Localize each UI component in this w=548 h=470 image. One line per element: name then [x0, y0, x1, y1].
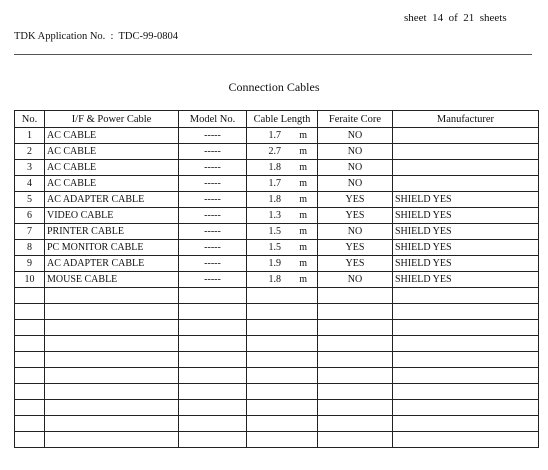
length-value: 1.7 [268, 178, 281, 189]
length-unit: m [299, 162, 307, 173]
cell-cable: PRINTER CABLE [45, 224, 179, 240]
empty-cell [179, 384, 247, 400]
table-row [15, 176, 539, 192]
cell-no: 5 [15, 192, 45, 208]
length-unit: m [299, 226, 307, 237]
cell-length [247, 240, 318, 256]
empty-cell [318, 384, 393, 400]
table-row [15, 208, 539, 224]
empty-cell [179, 400, 247, 416]
cell-no: 2 [15, 144, 45, 160]
empty-cell [179, 304, 247, 320]
length-unit: m [299, 274, 307, 285]
column-header-no: No. [15, 111, 45, 128]
cell-core: NO [318, 128, 393, 144]
application-number: TDK Application No. : TDC-99-0804 [14, 31, 179, 42]
cell-cable: AC CABLE [45, 176, 179, 192]
cell-manufacturer: SHIELD YES [393, 208, 539, 224]
table-row [15, 256, 539, 272]
empty-cell [45, 304, 179, 320]
empty-table-row [15, 352, 539, 368]
length-unit: m [299, 130, 307, 141]
cell-core: NO [318, 144, 393, 160]
column-header-model: Model No. [179, 111, 247, 128]
cell-no: 1 [15, 128, 45, 144]
cell-model: ----- [179, 208, 247, 224]
cell-length [247, 144, 318, 160]
table-row [15, 240, 539, 256]
length-value: 1.7 [268, 130, 281, 141]
empty-table-row [15, 320, 539, 336]
cell-manufacturer: SHIELD YES [393, 224, 539, 240]
table-row [15, 224, 539, 240]
empty-cell [15, 384, 45, 400]
empty-table-row [15, 400, 539, 416]
empty-cell [318, 416, 393, 432]
empty-cell [318, 352, 393, 368]
empty-cell [393, 368, 539, 384]
empty-table-row [15, 368, 539, 384]
empty-cell [45, 432, 179, 448]
cell-length [247, 176, 318, 192]
cell-cable: AC CABLE [45, 144, 179, 160]
length-value: 1.9 [268, 258, 281, 269]
empty-cell [393, 432, 539, 448]
length-value: 1.8 [268, 194, 281, 205]
cell-core: NO [318, 160, 393, 176]
cell-manufacturer: SHIELD YES [393, 272, 539, 288]
cell-no: 9 [15, 256, 45, 272]
cell-length [247, 128, 318, 144]
cell-model: ----- [179, 144, 247, 160]
empty-cell [179, 432, 247, 448]
empty-cell [247, 320, 318, 336]
empty-table-row [15, 288, 539, 304]
cell-cable: AC ADAPTER CABLE [45, 256, 179, 272]
cell-manufacturer [393, 160, 539, 176]
table-row [15, 272, 539, 288]
length-value: 1.5 [268, 226, 281, 237]
empty-cell [15, 432, 45, 448]
empty-cell [393, 304, 539, 320]
cell-length [247, 208, 318, 224]
empty-cell [45, 352, 179, 368]
column-header-core: Feraite Core [318, 111, 393, 128]
empty-cell [45, 336, 179, 352]
empty-cell [179, 416, 247, 432]
empty-cell [179, 352, 247, 368]
length-unit: m [299, 178, 307, 189]
empty-cell [393, 416, 539, 432]
empty-cell [247, 368, 318, 384]
empty-cell [247, 304, 318, 320]
header-divider [14, 54, 532, 55]
cell-core: NO [318, 224, 393, 240]
length-value: 1.8 [268, 162, 281, 173]
empty-cell [45, 400, 179, 416]
empty-cell [45, 416, 179, 432]
empty-cell [15, 352, 45, 368]
empty-cell [393, 400, 539, 416]
cell-no: 8 [15, 240, 45, 256]
cell-core: NO [318, 176, 393, 192]
cell-model: ----- [179, 272, 247, 288]
cell-cable: MOUSE CABLE [45, 272, 179, 288]
empty-cell [318, 400, 393, 416]
empty-cell [179, 368, 247, 384]
empty-table-row [15, 432, 539, 448]
empty-cell [247, 384, 318, 400]
cell-no: 7 [15, 224, 45, 240]
cell-model: ----- [179, 128, 247, 144]
empty-cell [179, 288, 247, 304]
cell-manufacturer [393, 176, 539, 192]
empty-cell [393, 384, 539, 400]
length-unit: m [299, 242, 307, 253]
table-body [15, 128, 539, 448]
empty-cell [45, 288, 179, 304]
length-value: 2.7 [268, 146, 281, 157]
empty-cell [45, 320, 179, 336]
cell-model: ----- [179, 224, 247, 240]
empty-cell [15, 320, 45, 336]
table-row [15, 128, 539, 144]
cell-no: 4 [15, 176, 45, 192]
empty-cell [45, 368, 179, 384]
empty-cell [318, 320, 393, 336]
empty-cell [15, 336, 45, 352]
empty-cell [179, 336, 247, 352]
cell-length [247, 192, 318, 208]
table-row [15, 144, 539, 160]
empty-table-row [15, 304, 539, 320]
empty-cell [45, 384, 179, 400]
empty-table-row [15, 384, 539, 400]
empty-cell [247, 416, 318, 432]
cell-cable: AC ADAPTER CABLE [45, 192, 179, 208]
empty-cell [318, 432, 393, 448]
cell-manufacturer: SHIELD YES [393, 240, 539, 256]
column-header-cable: I/F & Power Cable [45, 111, 179, 128]
connection-cables-table [14, 110, 539, 448]
length-unit: m [299, 210, 307, 221]
empty-cell [393, 352, 539, 368]
sheet-info: sheet 14 of 21 sheets [404, 12, 507, 24]
cell-model: ----- [179, 256, 247, 272]
empty-cell [247, 352, 318, 368]
length-value: 1.5 [268, 242, 281, 253]
empty-cell [318, 336, 393, 352]
empty-cell [247, 432, 318, 448]
cell-manufacturer [393, 128, 539, 144]
empty-cell [247, 288, 318, 304]
length-unit: m [299, 146, 307, 157]
empty-cell [15, 288, 45, 304]
empty-cell [318, 368, 393, 384]
cell-manufacturer: SHIELD YES [393, 256, 539, 272]
length-value: 1.8 [268, 274, 281, 285]
cell-length [247, 160, 318, 176]
cell-core: YES [318, 192, 393, 208]
page-title: Connection Cables [228, 80, 320, 94]
empty-cell [179, 320, 247, 336]
empty-cell [393, 288, 539, 304]
table-row [15, 160, 539, 176]
cell-no: 3 [15, 160, 45, 176]
cell-cable: AC CABLE [45, 128, 179, 144]
empty-cell [318, 304, 393, 320]
length-unit: m [299, 258, 307, 269]
cell-cable: VIDEO CABLE [45, 208, 179, 224]
cell-core: NO [318, 272, 393, 288]
table-header-row [15, 111, 539, 128]
length-unit: m [299, 194, 307, 205]
empty-cell [393, 336, 539, 352]
empty-table-row [15, 416, 539, 432]
cell-no: 10 [15, 272, 45, 288]
cell-cable: PC MONITOR CABLE [45, 240, 179, 256]
empty-table-row [15, 336, 539, 352]
empty-cell [15, 400, 45, 416]
cell-core: YES [318, 256, 393, 272]
empty-cell [318, 288, 393, 304]
table-row [15, 192, 539, 208]
cell-core: YES [318, 240, 393, 256]
cell-no: 6 [15, 208, 45, 224]
column-header-length: Cable Length [247, 111, 318, 128]
cell-length [247, 272, 318, 288]
column-header-manufacturer: Manufacturer [393, 111, 539, 128]
cell-model: ----- [179, 240, 247, 256]
cell-model: ----- [179, 192, 247, 208]
cell-manufacturer [393, 144, 539, 160]
length-value: 1.3 [268, 210, 281, 221]
empty-cell [15, 416, 45, 432]
cell-cable: AC CABLE [45, 160, 179, 176]
cell-model: ----- [179, 176, 247, 192]
cell-model: ----- [179, 160, 247, 176]
cell-manufacturer: SHIELD YES [393, 192, 539, 208]
empty-cell [247, 400, 318, 416]
empty-cell [393, 320, 539, 336]
cell-length [247, 256, 318, 272]
cell-length [247, 224, 318, 240]
cell-core: YES [318, 208, 393, 224]
empty-cell [15, 368, 45, 384]
empty-cell [15, 304, 45, 320]
empty-cell [247, 336, 318, 352]
